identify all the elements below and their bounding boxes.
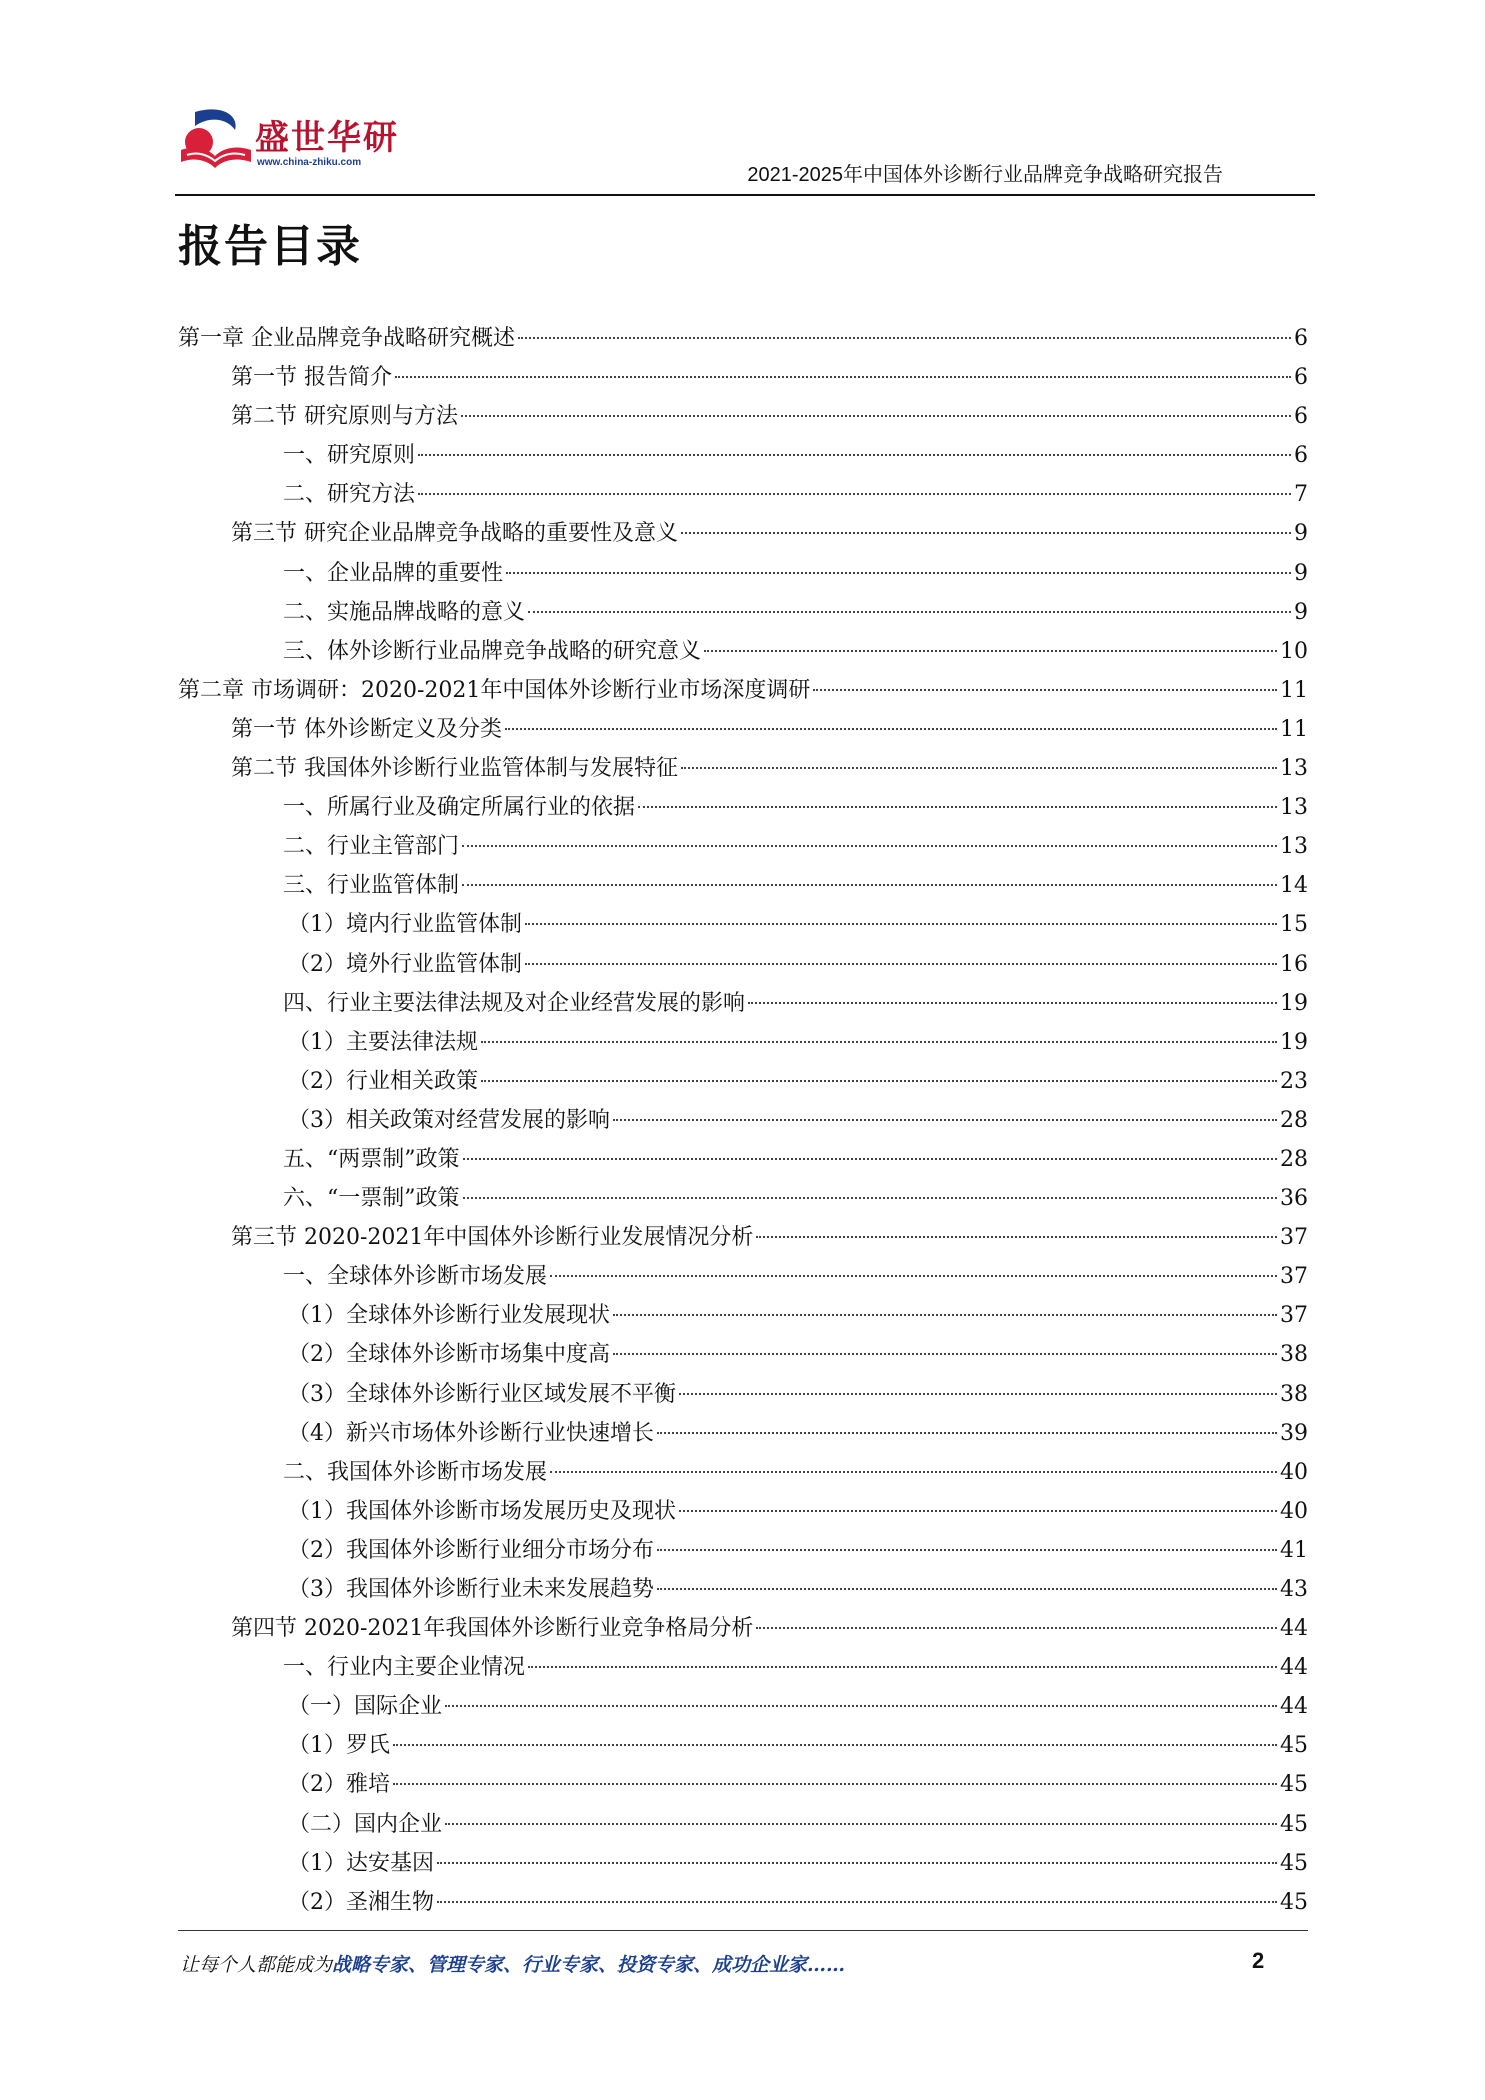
toc-entry-label: 第四节 2020-2021年我国体外诊断行业竞争格局分析 — [231, 1616, 754, 1642]
toc-dot-leader — [756, 1627, 1277, 1629]
toc-entry-label: （1）罗氏 — [288, 1733, 390, 1759]
logo-book-icon — [175, 100, 255, 180]
toc-entry[interactable] — [178, 637, 1308, 676]
toc-entry-page: 37 — [1280, 1303, 1308, 1329]
toc-entry[interactable] — [178, 402, 1308, 441]
toc-dot-leader — [525, 923, 1277, 925]
toc-entry-page: 6 — [1294, 404, 1308, 430]
toc-dot-leader — [462, 845, 1277, 847]
toc-dot-leader — [461, 415, 1291, 417]
toc-dot-leader — [445, 1705, 1277, 1707]
toc-entry-page: 38 — [1280, 1381, 1308, 1407]
toc-entry[interactable] — [178, 832, 1308, 871]
toc-dot-leader — [395, 376, 1291, 378]
toc-dot-leader — [506, 572, 1291, 574]
toc-entry[interactable] — [178, 1340, 1308, 1379]
toc-entry-label: 第二节 研究原则与方法 — [231, 404, 458, 430]
toc-entry-page: 37 — [1280, 1264, 1308, 1290]
toc-entry-label: 三、体外诊断行业品牌竞争战略的研究意义 — [283, 638, 702, 664]
toc-entry-page: 19 — [1280, 990, 1308, 1016]
toc-entry-label: 第一节 体外诊断定义及分类 — [231, 716, 502, 742]
toc-entry-page: 38 — [1280, 1342, 1308, 1368]
toc-entry[interactable] — [178, 1223, 1308, 1262]
toc-dot-leader — [505, 728, 1277, 730]
toc-entry[interactable] — [178, 910, 1308, 949]
toc-entry-label: 第三节 研究企业品牌竞争战略的重要性及意义 — [231, 521, 678, 547]
toc-entry-page: 40 — [1280, 1498, 1308, 1524]
toc-entry-page: 9 — [1294, 521, 1308, 547]
toc-entry-page: 11 — [1280, 716, 1308, 742]
toc-entry-page: 28 — [1280, 1107, 1308, 1133]
toc-entry-label: 一、所属行业及确定所属行业的依据 — [283, 795, 636, 821]
toc-entry-page: 44 — [1280, 1655, 1308, 1681]
footer-divider — [178, 1930, 1308, 1931]
toc-entry-page: 13 — [1280, 834, 1308, 860]
toc-entry[interactable] — [178, 1497, 1308, 1536]
toc-entry-page: 13 — [1280, 756, 1308, 782]
toc-entry[interactable] — [178, 1458, 1308, 1497]
toc-entry[interactable] — [178, 1145, 1308, 1184]
table-of-contents — [178, 324, 1308, 1927]
logo-name: 盛世华研 — [255, 118, 399, 158]
toc-dot-leader — [463, 1197, 1278, 1199]
toc-entry-label: （2）全球体外诊断市场集中度高 — [288, 1342, 610, 1368]
toc-entry-label: 四、行业主要法律法规及对企业经营发展的影响 — [283, 990, 746, 1016]
toc-entry-label: 五、“两票制”政策 — [283, 1146, 460, 1172]
toc-entry-page: 23 — [1280, 1068, 1308, 1094]
toc-entry-label: （2）我国体外诊断行业细分市场分布 — [288, 1537, 654, 1563]
toc-entry[interactable] — [178, 1419, 1308, 1458]
toc-entry[interactable] — [178, 1810, 1308, 1849]
toc-entry[interactable] — [178, 1067, 1308, 1106]
toc-entry-label: （2）雅培 — [288, 1772, 390, 1798]
toc-entry[interactable] — [178, 441, 1308, 480]
toc-entry-page: 13 — [1280, 795, 1308, 821]
toc-dot-leader — [657, 1432, 1277, 1434]
toc-entry-label: 二、实施品牌战略的意义 — [283, 599, 526, 625]
toc-entry-label: 二、我国体外诊断市场发展 — [283, 1459, 548, 1485]
toc-dot-leader — [393, 1744, 1277, 1746]
toc-dot-leader — [638, 806, 1277, 808]
toc-entry[interactable] — [178, 1301, 1308, 1340]
toc-entry-label: （1）主要法律法规 — [288, 1029, 478, 1055]
toc-dot-leader — [481, 1041, 1277, 1043]
toc-entry-label: 六、“一票制”政策 — [283, 1186, 460, 1212]
page-number: 2 — [1252, 1948, 1265, 1973]
toc-dot-leader — [679, 1510, 1277, 1512]
toc-dot-leader — [445, 1823, 1277, 1825]
toc-entry-label: 第一章 企业品牌竞争战略研究概述 — [178, 326, 515, 351]
toc-entry-page: 9 — [1294, 560, 1308, 586]
toc-entry[interactable] — [178, 1028, 1308, 1067]
toc-dot-leader — [393, 1783, 1277, 1785]
toc-entry-label: （二）国内企业 — [288, 1811, 443, 1837]
slogan-prefix: 让每个人都能成为 — [180, 1954, 333, 1976]
toc-entry-label: 一、全球体外诊断市场发展 — [283, 1264, 548, 1290]
toc-entry-page: 10 — [1280, 638, 1308, 664]
toc-entry[interactable] — [178, 1614, 1308, 1653]
toc-entry-page: 11 — [1280, 677, 1308, 703]
toc-entry-label: 一、行业内主要企业情况 — [283, 1655, 526, 1681]
slogan-highlight: 战略专家、管理专家、行业专家、投资专家、成功企业家…… — [332, 1954, 846, 1976]
toc-dot-leader — [657, 1549, 1277, 1551]
toc-dot-leader — [518, 337, 1291, 339]
toc-entry[interactable] — [178, 793, 1308, 832]
toc-entry[interactable] — [178, 1380, 1308, 1419]
toc-entry-label: （2）圣湘生物 — [288, 1889, 434, 1915]
company-logo — [175, 100, 405, 185]
toc-entry[interactable] — [178, 363, 1308, 402]
toc-entry-label: （1）全球体外诊断行业发展现状 — [288, 1303, 610, 1329]
toc-dot-leader — [613, 1353, 1277, 1355]
toc-entry[interactable] — [178, 1692, 1308, 1731]
toc-dot-leader — [657, 1588, 1277, 1590]
toc-dot-leader — [525, 963, 1277, 965]
toc-entry[interactable] — [178, 324, 1308, 363]
toc-entry-page: 45 — [1280, 1889, 1308, 1915]
toc-entry-page: 15 — [1280, 912, 1308, 938]
toc-entry[interactable] — [178, 1653, 1308, 1692]
toc-entry[interactable] — [178, 1262, 1308, 1301]
toc-entry-label: （2）境外行业监管体制 — [288, 951, 522, 977]
toc-entry-page: 45 — [1280, 1733, 1308, 1759]
toc-entry-page: 44 — [1280, 1694, 1308, 1720]
toc-entry-page: 28 — [1280, 1146, 1308, 1172]
toc-dot-leader — [704, 650, 1277, 652]
toc-entry-page: 6 — [1294, 365, 1308, 391]
toc-dot-leader — [813, 689, 1277, 691]
toc-entry-page: 6 — [1294, 326, 1308, 351]
toc-dot-leader — [463, 1158, 1278, 1160]
toc-entry[interactable] — [178, 1731, 1308, 1770]
toc-dot-leader — [418, 454, 1291, 456]
toc-entry-label: 第二节 我国体外诊断行业监管体制与发展特征 — [231, 756, 678, 782]
toc-entry-label: （1）境内行业监管体制 — [288, 912, 522, 938]
footer-slogan — [180, 1950, 845, 1977]
toc-dot-leader — [528, 611, 1291, 613]
toc-entry-page: 19 — [1280, 1029, 1308, 1055]
page-title: 报告目录 — [178, 221, 362, 272]
toc-entry-label: 三、行业监管体制 — [283, 873, 460, 899]
toc-entry-label: 一、企业品牌的重要性 — [283, 560, 504, 586]
toc-entry[interactable] — [178, 1849, 1308, 1888]
toc-dot-leader — [681, 767, 1277, 769]
toc-dot-leader — [550, 1471, 1277, 1473]
toc-dot-leader — [756, 1236, 1277, 1238]
toc-entry[interactable] — [178, 871, 1308, 910]
toc-entry[interactable] — [178, 519, 1308, 558]
toc-entry[interactable] — [178, 989, 1308, 1028]
toc-entry[interactable] — [178, 1536, 1308, 1575]
toc-entry-page: 37 — [1280, 1225, 1308, 1251]
toc-dot-leader — [681, 532, 1291, 534]
toc-entry-page: 14 — [1280, 873, 1308, 899]
logo-url: www.china-zhiku.com — [257, 157, 362, 168]
toc-entry-page: 44 — [1280, 1616, 1308, 1642]
toc-entry-label: 第二章 市场调研：2020-2021年中国体外诊断行业市场深度调研 — [178, 677, 811, 703]
toc-entry[interactable] — [178, 1184, 1308, 1223]
toc-entry-page: 45 — [1280, 1850, 1308, 1876]
toc-dot-leader — [481, 1080, 1277, 1082]
toc-entry-page: 45 — [1280, 1811, 1308, 1837]
toc-entry-page: 39 — [1280, 1420, 1308, 1446]
toc-entry[interactable] — [178, 676, 1308, 715]
toc-dot-leader — [437, 1862, 1277, 1864]
toc-entry-label: （一）国际企业 — [288, 1694, 443, 1720]
toc-entry-label: （1）达安基因 — [288, 1850, 434, 1876]
toc-entry-page: 43 — [1280, 1577, 1308, 1602]
toc-entry-label: 二、研究方法 — [283, 482, 416, 508]
toc-entry-page: 6 — [1294, 443, 1308, 469]
toc-entry-page: 41 — [1280, 1537, 1308, 1563]
toc-entry[interactable] — [178, 1888, 1308, 1927]
toc-dot-leader — [418, 493, 1291, 495]
toc-entry[interactable] — [178, 559, 1308, 598]
toc-entry-label: （3）全球体外诊断行业区域发展不平衡 — [288, 1381, 676, 1407]
toc-entry[interactable] — [178, 480, 1308, 519]
toc-entry[interactable] — [178, 1106, 1308, 1145]
report-title: 2021-2025年中国体外诊断行业品牌竞争战略研究报告 — [747, 164, 1223, 186]
toc-entry-label: （3）我国体外诊断行业未来发展趋势 — [288, 1577, 654, 1602]
toc-entry-label: 第一节 报告简介 — [231, 365, 392, 391]
toc-dot-leader — [613, 1314, 1277, 1316]
toc-entry-page: 9 — [1294, 599, 1308, 625]
toc-dot-leader — [462, 884, 1277, 886]
toc-dot-leader — [528, 1666, 1277, 1668]
toc-entry[interactable] — [178, 754, 1308, 793]
toc-dot-leader — [748, 1002, 1277, 1004]
header-divider — [175, 194, 1315, 196]
toc-entry-label: （1）我国体外诊断市场发展历史及现状 — [288, 1498, 676, 1524]
toc-entry-page: 36 — [1280, 1186, 1308, 1212]
toc-entry-label: （4）新兴市场体外诊断行业快速增长 — [288, 1420, 654, 1446]
toc-dot-leader — [437, 1901, 1277, 1903]
toc-entry[interactable] — [178, 1770, 1308, 1809]
toc-entry[interactable] — [178, 1575, 1308, 1614]
toc-entry[interactable] — [178, 598, 1308, 637]
toc-dot-leader — [550, 1275, 1277, 1277]
toc-entry-page: 40 — [1280, 1459, 1308, 1485]
toc-entry[interactable] — [178, 715, 1308, 754]
toc-entry-page: 7 — [1294, 482, 1308, 508]
toc-entry[interactable] — [178, 950, 1308, 989]
toc-entry-label: 二、行业主管部门 — [283, 834, 460, 860]
toc-entry-label: 一、研究原则 — [283, 443, 416, 469]
toc-entry-label: （2）行业相关政策 — [288, 1068, 478, 1094]
toc-dot-leader — [679, 1393, 1277, 1395]
toc-entry-label: （3）相关政策对经营发展的影响 — [288, 1107, 610, 1133]
toc-entry-page: 45 — [1280, 1772, 1308, 1798]
toc-entry-page: 16 — [1280, 951, 1308, 977]
toc-entry-label: 第三节 2020-2021年中国体外诊断行业发展情况分析 — [231, 1225, 754, 1251]
toc-dot-leader — [613, 1119, 1277, 1121]
